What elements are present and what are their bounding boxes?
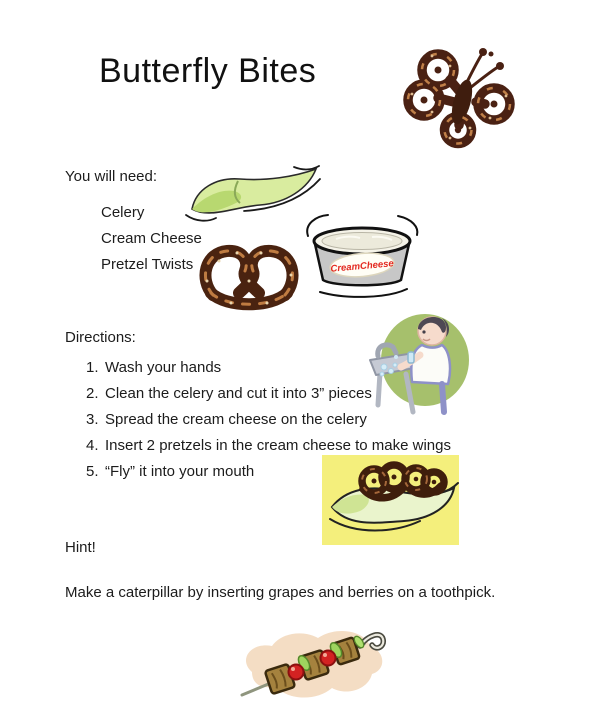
ingredient-cream-cheese: Cream Cheese xyxy=(101,230,202,247)
pretzel-twist-illustration xyxy=(197,241,301,315)
you-will-need-heading: You will need: xyxy=(65,168,158,185)
step-text: Wash your hands xyxy=(105,359,222,376)
direction-step-5 xyxy=(86,463,254,480)
celery-stick-illustration xyxy=(182,165,322,229)
direction-step-3 xyxy=(86,411,367,428)
page-title: Butterfly Bites xyxy=(99,52,317,90)
pretzel-butterfly-illustration xyxy=(402,40,530,150)
step-number: 5. xyxy=(86,463,99,480)
caterpillar-kabob-illustration xyxy=(228,616,393,707)
step-number: 4. xyxy=(86,437,99,454)
step-text: “Fly” it into your mouth xyxy=(105,463,255,480)
direction-step-1 xyxy=(86,359,221,376)
directions-heading: Directions: xyxy=(65,329,136,346)
ingredient-celery: Celery xyxy=(101,204,145,221)
soap-bottle-icon xyxy=(408,352,414,363)
hint-text: Make a caterpillar by inserting grapes and berries on a toothpick. xyxy=(65,584,496,601)
butterfly-bite-snack-illustration xyxy=(322,455,459,545)
hint-heading: Hint! xyxy=(65,539,96,556)
direction-step-2 xyxy=(86,385,372,402)
boy-washing-hands-illustration xyxy=(368,303,472,418)
step-text: Clean the celery and cut it into 3” pieces xyxy=(105,385,372,402)
ingredient-pretzel-twists: Pretzel Twists xyxy=(101,256,194,273)
cream-cheese-tub-illustration xyxy=(302,208,422,300)
step-text: Spread the cream cheese on the celery xyxy=(105,411,367,428)
direction-step-4 xyxy=(86,437,451,454)
cream-cheese-label-text: CreamCheese xyxy=(330,258,395,275)
step-text: Insert 2 pretzels in the cream cheese to make wings xyxy=(105,437,451,454)
step-number: 2. xyxy=(86,385,99,402)
step-number: 1. xyxy=(86,359,99,376)
step-number: 3. xyxy=(86,411,99,428)
